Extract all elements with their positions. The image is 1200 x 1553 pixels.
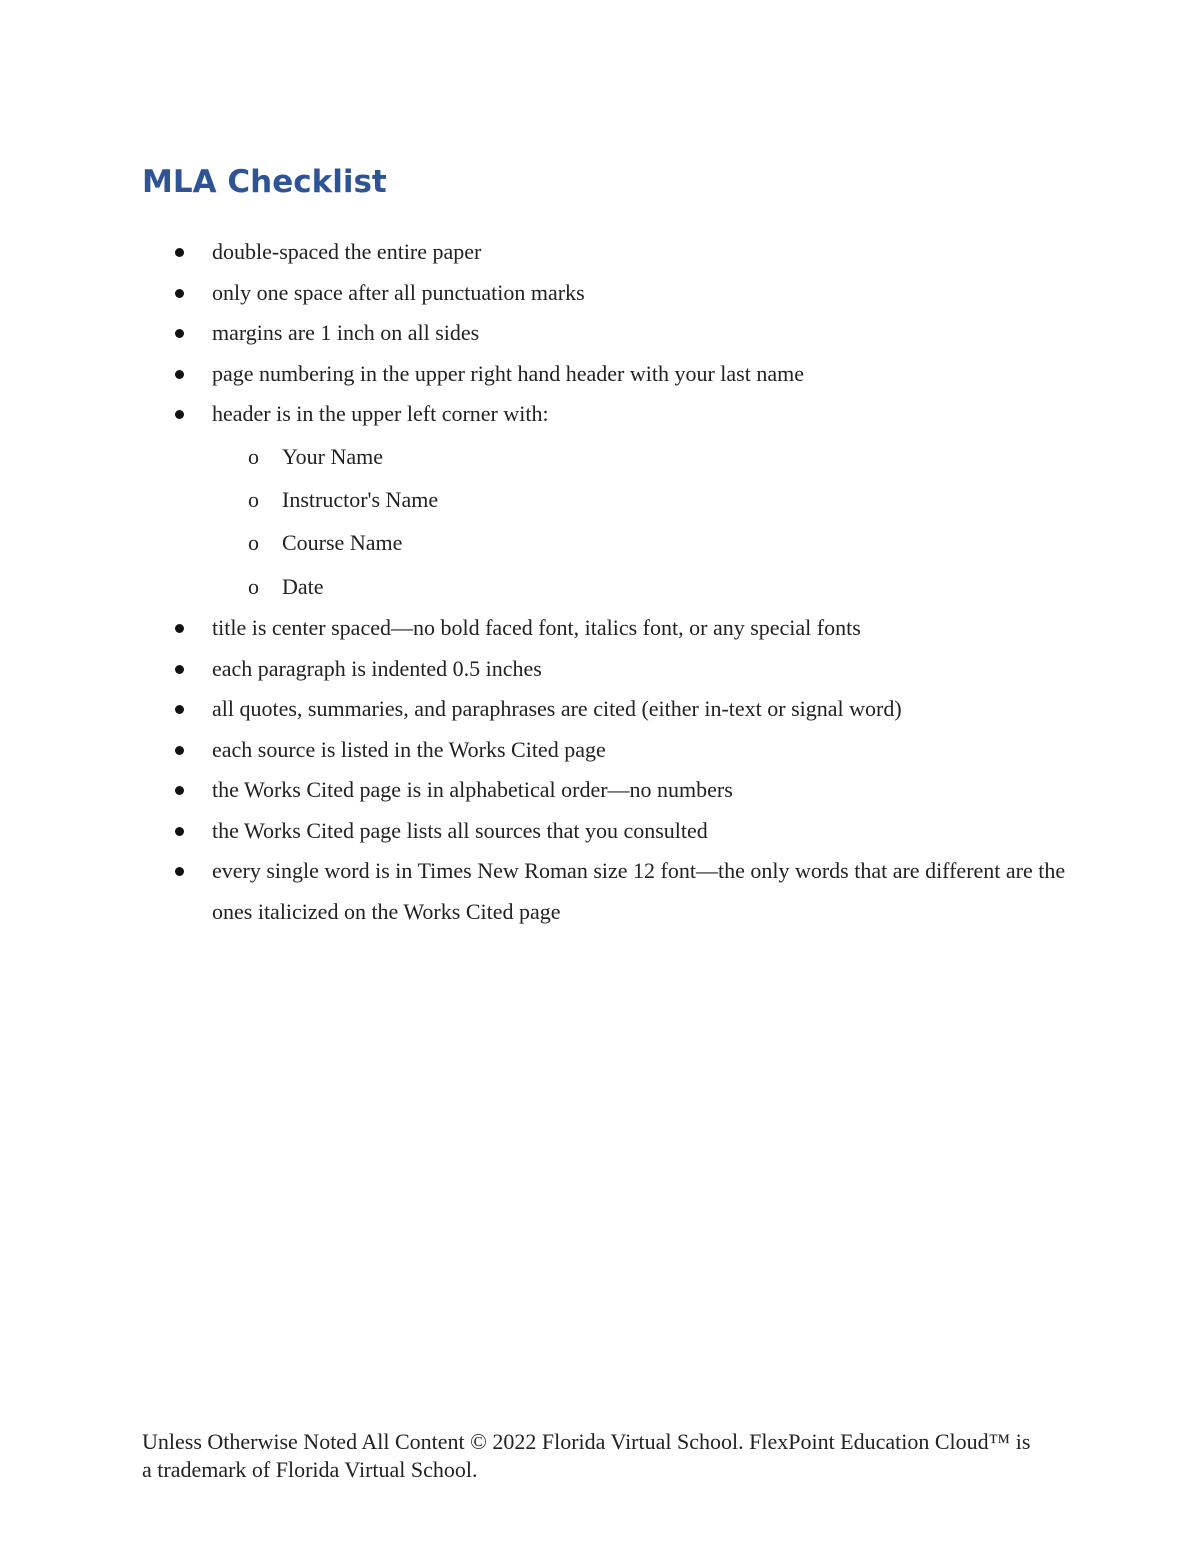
checklist-item-text: double-spaced the entire paper: [212, 239, 482, 264]
sublist-item-text: Instructor's Name: [282, 486, 439, 512]
sublist-item: [212, 435, 1070, 478]
checklist-item-text: the Works Cited page is in alphabetical order—no numbers: [212, 777, 733, 803]
sublist-item-text: Course Name: [282, 530, 403, 556]
circle-bullet-icon: o: [248, 530, 259, 556]
bullet-icon: [175, 410, 184, 419]
bullet-icon: [175, 786, 184, 795]
checklist-item: [0, 394, 1200, 608]
checklist-item-text: each source is listed in the Works Cited page: [212, 736, 606, 762]
checklist: [0, 232, 1200, 932]
bullet-icon: [175, 705, 184, 714]
checklist-item: [0, 770, 1200, 811]
checklist-item: [0, 232, 1200, 273]
bullet-icon: [175, 289, 184, 298]
bullet-icon: [175, 624, 184, 633]
checklist-item-text: title is center spaced—no bold faced font, italics font, or any special fonts: [212, 615, 861, 641]
checklist-item: [0, 354, 1200, 395]
checklist-item-text: every single word is in Times New Roman size 12 font—the only words that are different are the ones italicized on the Works Cited page: [212, 858, 1066, 924]
checklist-item-text: the Works Cited page lists all sources that you consulted: [212, 817, 708, 843]
checklist-item-text: margins are 1 inch on all sides: [212, 320, 480, 345]
copyright-footer: Unless Otherwise Noted All Content © 2022 Florida Virtual School. FlexPoint Education Cloud™ is a trademark of Florida Virtual School.: [142, 1429, 1031, 1482]
circle-bullet-icon: o: [248, 573, 259, 599]
sublist-item-text: Date: [282, 573, 324, 599]
header-sublist: [212, 435, 1070, 609]
checklist-item: [0, 313, 1200, 354]
checklist-item: [0, 649, 1200, 690]
sublist-item: [212, 478, 1070, 521]
circle-bullet-icon: o: [248, 443, 259, 469]
bullet-icon: [175, 329, 184, 338]
page-title: MLA Checklist: [142, 164, 387, 200]
sublist-item: [212, 521, 1070, 564]
checklist-item-text: all quotes, summaries, and paraphrases are cited (either in-text or signal word): [212, 696, 902, 722]
bullet-icon: [175, 827, 184, 836]
checklist-item-text: header is in the upper left corner with:: [212, 401, 549, 426]
checklist-item: [0, 811, 1200, 852]
bullet-icon: [175, 370, 184, 379]
checklist-item: [0, 730, 1200, 771]
checklist-item: [0, 608, 1200, 649]
bullet-icon: [175, 248, 184, 257]
checklist-item: [0, 851, 1200, 932]
checklist-item-text: page numbering in the upper right hand header with your last name: [212, 360, 804, 386]
circle-bullet-icon: o: [248, 486, 259, 512]
checklist-item: [0, 689, 1200, 730]
bullet-icon: [175, 665, 184, 674]
checklist-item-text: only one space after all punctuation marks: [212, 279, 585, 305]
sublist-item: [212, 565, 1070, 608]
sublist-item-text: Your Name: [282, 443, 384, 469]
checklist-item-text: each paragraph is indented 0.5 inches: [212, 655, 542, 681]
bullet-icon: [175, 867, 184, 876]
bullet-icon: [175, 746, 184, 755]
checklist-item: [0, 273, 1200, 314]
